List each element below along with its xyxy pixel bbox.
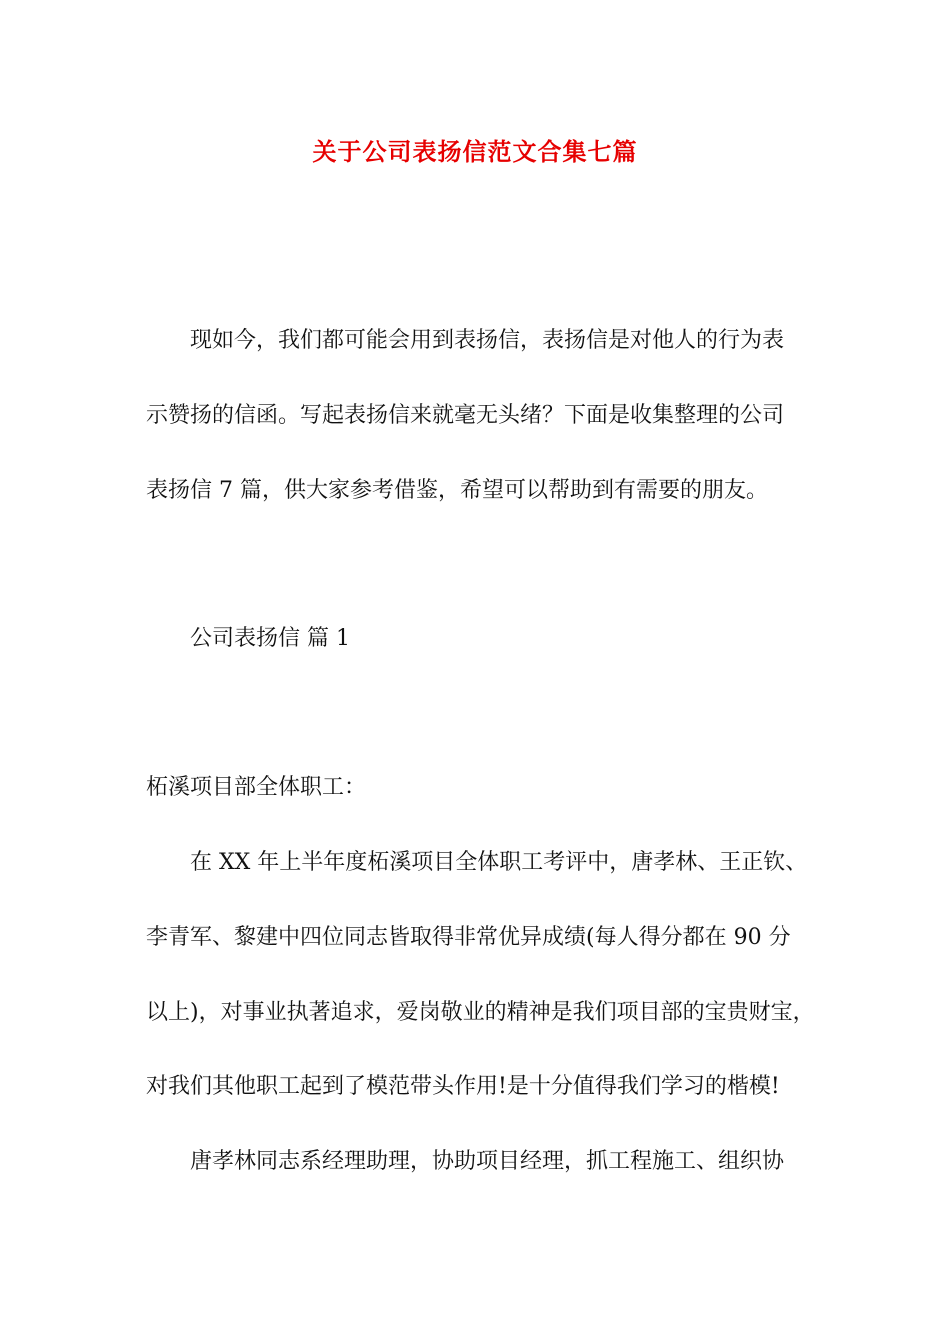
body-line-2: 李青军、黎建中四位同志皆取得非常优异成绩(每人得分都在 90 分 (146, 925, 791, 950)
salutation: 柘溪项目部全体职工： (146, 775, 367, 800)
document-title: 关于公司表扬信范文合集七篇 (312, 137, 638, 166)
body-line-5: 唐孝林同志系经理助理，协助项目经理，抓工程施工、组织协 (190, 1149, 785, 1174)
section-heading: 公司表扬信 篇 1 (190, 626, 350, 651)
intro-line-3: 表扬信 7 篇，供大家参考借鉴，希望可以帮助到有需要的朋友。 (146, 478, 768, 503)
intro-line-2: 示赞扬的信函。写起表扬信来就毫无头绪？下面是收集整理的公司 (146, 403, 785, 428)
body-line-4: 对我们其他职工起到了模范带头作用!是十分值得我们学习的楷模! (146, 1074, 780, 1099)
body-line-1: 在 XX 年上半年度柘溪项目全体职工考评中，唐孝林、王正钦、 (190, 850, 808, 875)
intro-line-1: 现如今，我们都可能会用到表扬信，表扬信是对他人的行为表 (190, 328, 785, 353)
body-line-3: 以上)，对事业执著追求，爱岗敬业的精神是我们项目部的宝贵财宝， (146, 1000, 815, 1025)
